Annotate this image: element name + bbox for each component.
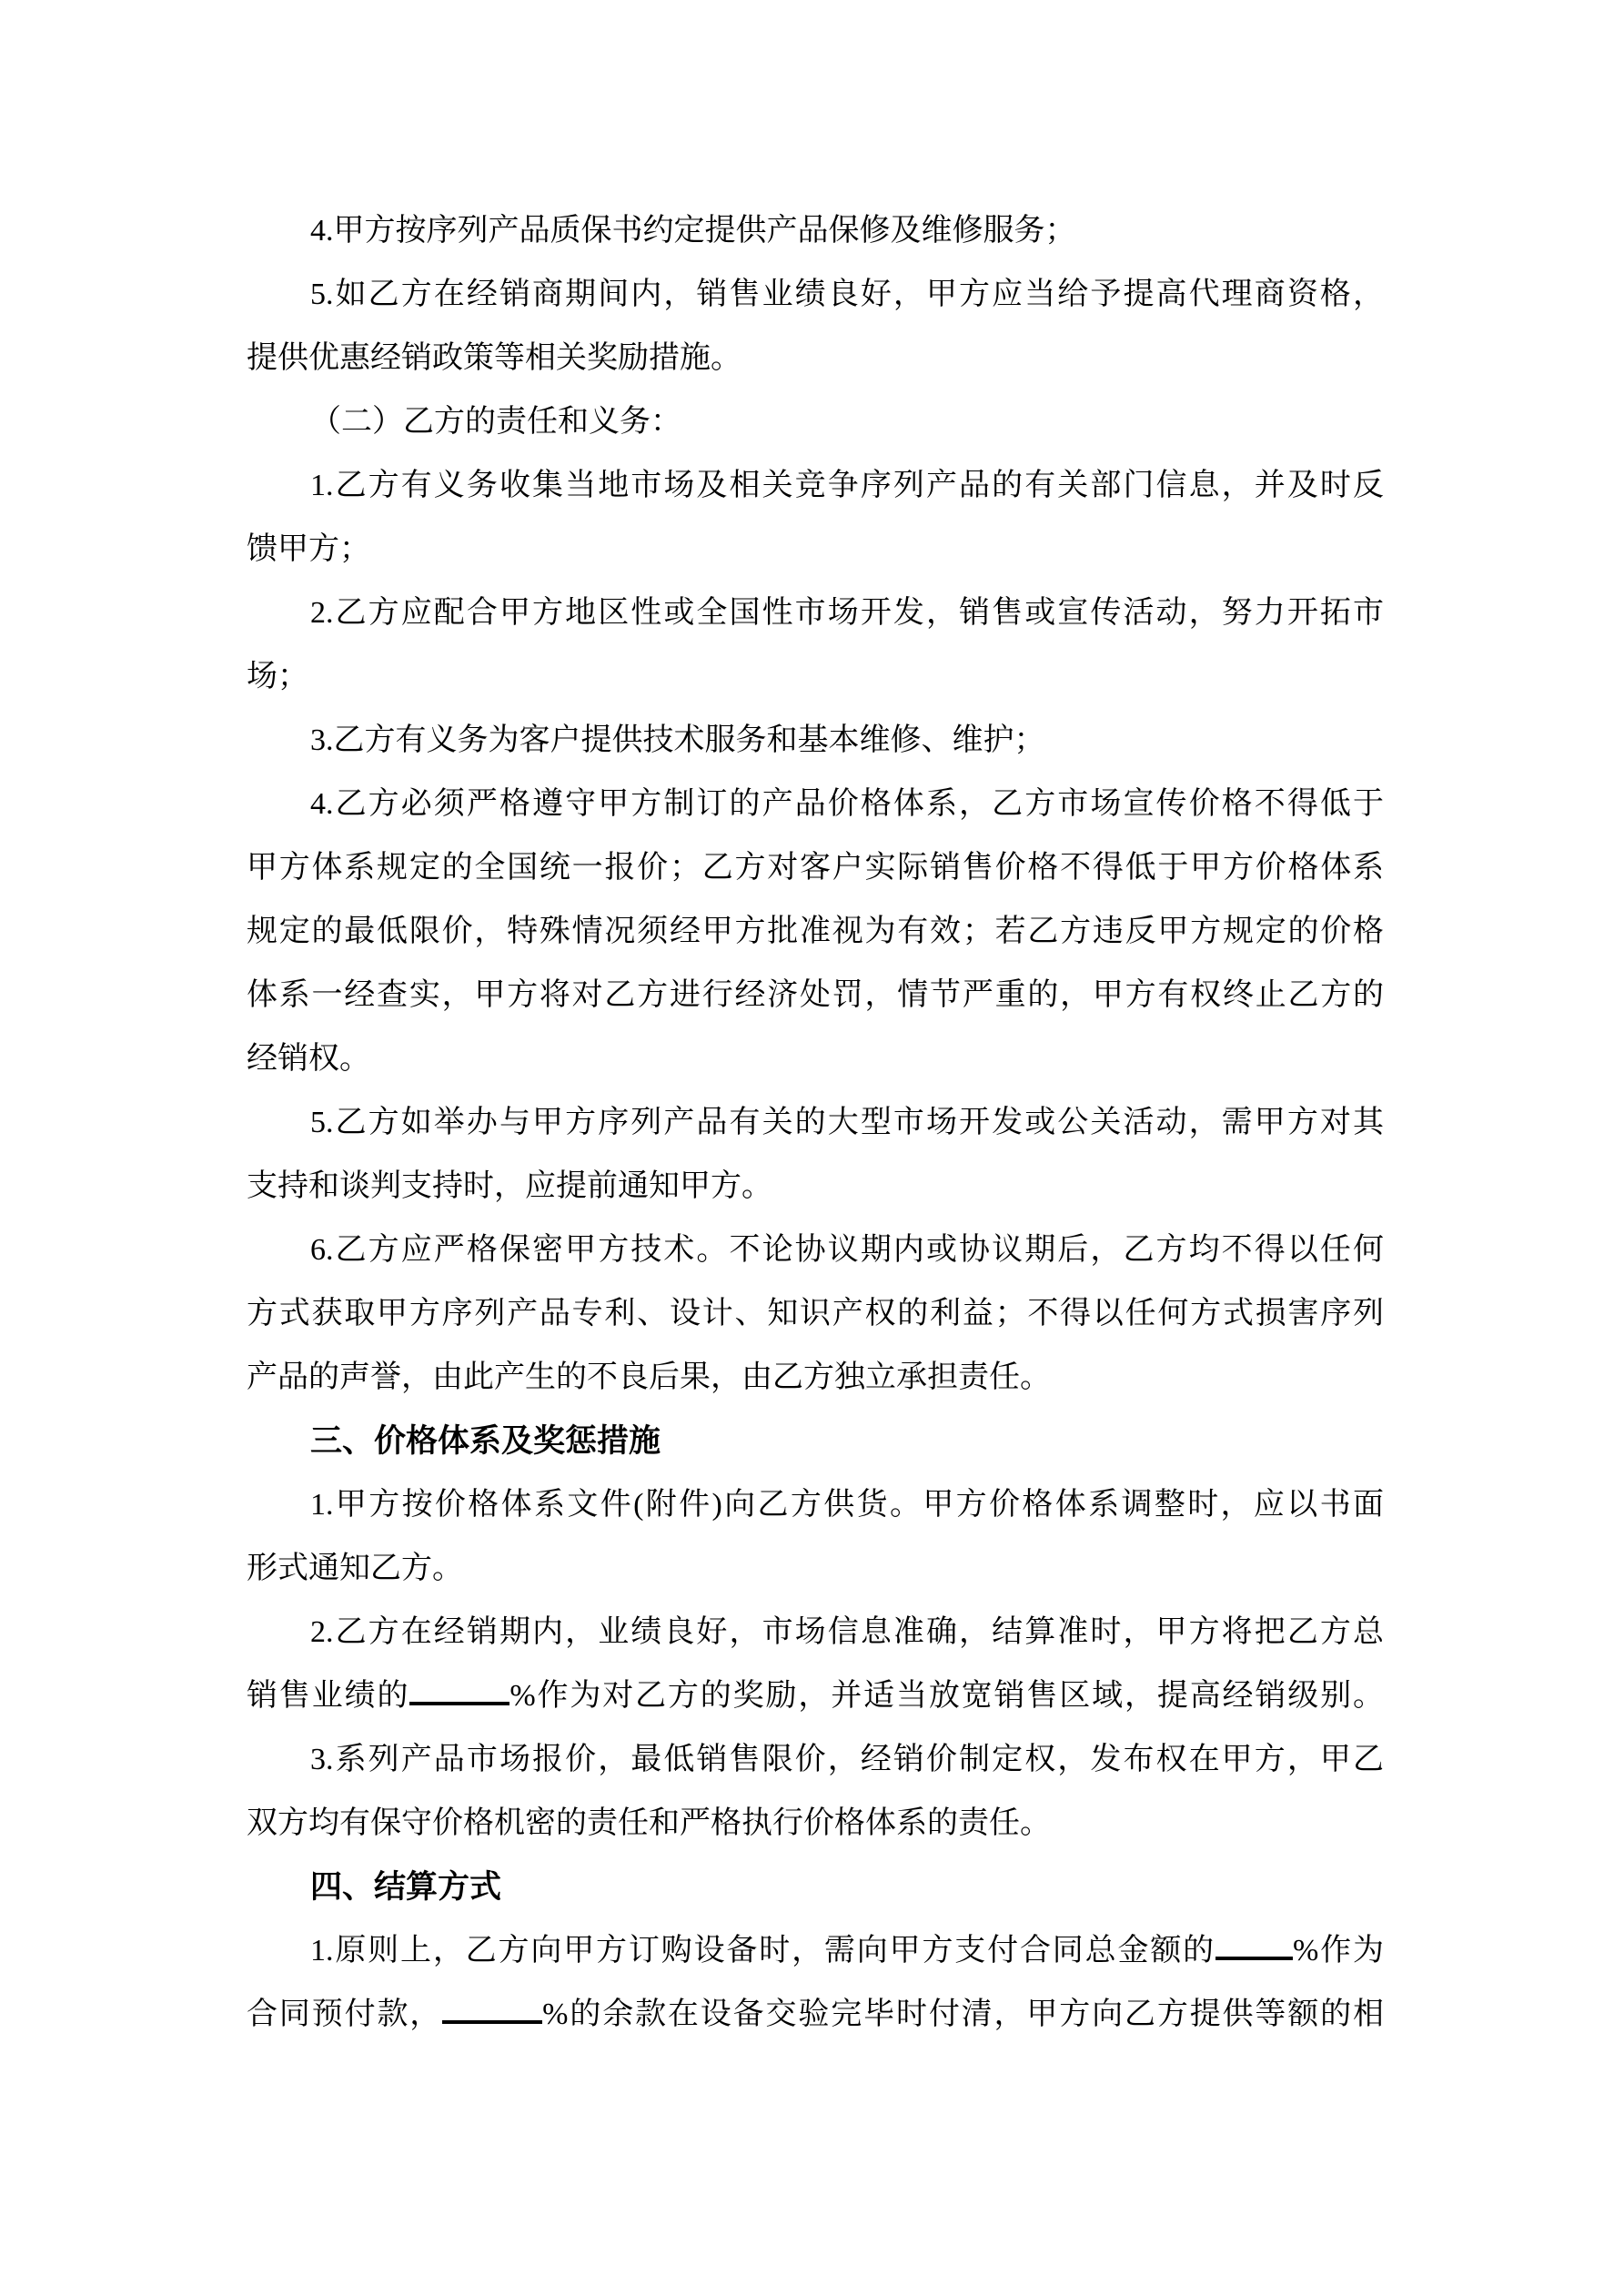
text-line: [247, 1282, 1384, 1346]
text-segment: 1.乙方有义务收集当地市场及相关竞争序列产品的有关部门信息，并及时反: [310, 469, 1384, 502]
blank-underline: [409, 1700, 509, 1705]
text-line: [247, 900, 1384, 964]
text-segment: 销售业绩的: [247, 1679, 410, 1713]
text-line: [247, 773, 1384, 836]
text-segment: 合同预付款，: [247, 1998, 443, 2031]
text-segment: 3.系列产品市场报价，最低销售限价，经销价制定权，发布权在甲方，甲乙: [310, 1743, 1384, 1776]
text-segment: 四、结算方式: [310, 1869, 502, 1905]
text-line: [247, 1346, 1384, 1410]
text-segment: 场；: [247, 660, 308, 693]
text-segment: （二）乙方的责任和义务：: [310, 405, 681, 439]
text-line: [247, 1537, 1384, 1601]
text-line: [247, 199, 1384, 263]
text-line: [247, 1219, 1384, 1282]
text-line: [247, 1983, 1384, 2047]
text-segment: 6.乙方应严格保密甲方技术。不论协议期内或协议期后，乙方均不得以任何: [310, 1233, 1384, 1267]
text-line: [247, 709, 1384, 773]
text-line: [247, 454, 1384, 518]
text-segment: 支持和谈判支持时，应提前通知甲方。: [247, 1169, 772, 1203]
text-line: [247, 582, 1384, 645]
text-segment: 甲方体系规定的全国统一报价；乙方对客户实际销售价格不得低于甲方价格体系: [247, 851, 1384, 885]
blank-underline: [1215, 1955, 1293, 1960]
text-line: [247, 518, 1384, 582]
text-segment: 三、价格体系及奖惩措施: [310, 1423, 661, 1459]
text-segment: 2.乙方在经销期内，业绩良好，市场信息准确，结算准时，甲方将把乙方总: [310, 1615, 1384, 1649]
blank-underline: [442, 2018, 542, 2024]
text-segment: 体系一经查实，甲方将对乙方进行经济处罚，情节严重的，甲方有权终止乙方的: [247, 978, 1384, 1012]
section-heading: [247, 1410, 1384, 1473]
text-segment: 1.原则上，乙方向甲方订购设备时，需向甲方支付合同总金额的: [310, 1934, 1215, 1967]
text-segment: 经销权。: [247, 1042, 370, 1076]
text-segment: 双方均有保守价格机密的责任和严格执行价格体系的责任。: [247, 1806, 1051, 1840]
text-line: [247, 390, 1384, 454]
text-line: [247, 1664, 1384, 1728]
text-line: [247, 1919, 1384, 1983]
text-segment: 3.乙方有义务为客户提供技术服务和基本维修、维护；: [310, 723, 1045, 757]
text-segment: 5.如乙方在经销商期间内，销售业绩良好，甲方应当给予提高代理商资格，: [310, 278, 1384, 311]
text-segment: 5.乙方如举办与甲方序列产品有关的大型市场开发或公关活动，需甲方对其: [310, 1106, 1384, 1139]
text-segment: %作为对乙方的奖励，并适当放宽销售区域，提高经销级别。: [509, 1679, 1385, 1713]
text-segment: 4.甲方按序列产品质保书约定提供产品保修及维修服务；: [310, 214, 1076, 248]
text-line: [247, 1792, 1384, 1856]
text-segment: %作为: [1293, 1934, 1385, 1967]
text-segment: 规定的最低限价，特殊情况须经甲方批准视为有效；若乙方违反甲方规定的价格: [247, 915, 1384, 948]
text-line: [247, 1155, 1384, 1219]
text-line: [247, 263, 1384, 327]
text-line: [247, 1091, 1384, 1155]
text-segment: 提供优惠经销政策等相关奖励措施。: [247, 341, 741, 375]
text-line: [247, 1728, 1384, 1792]
text-line: [247, 645, 1384, 709]
text-line: [247, 964, 1384, 1027]
text-segment: 2.乙方应配合甲方地区性或全国性市场开发，销售或宣传活动，努力开拓市: [310, 596, 1384, 630]
text-line: [247, 1473, 1384, 1537]
text-line: [247, 836, 1384, 900]
text-segment: %的余款在设备交验完毕时付清，甲方向乙方提供等额的相: [542, 1998, 1385, 2031]
text-segment: 方式获取甲方序列产品专利、设计、知识产权的利益；不得以任何方式损害序列: [247, 1297, 1384, 1330]
text-line: [247, 327, 1384, 390]
text-segment: 馈甲方；: [247, 532, 370, 566]
text-line: [247, 1027, 1384, 1091]
contract-body: [247, 199, 1384, 2047]
section-heading: [247, 1856, 1384, 1919]
text-line: [247, 1601, 1384, 1664]
text-segment: 4.乙方必须严格遵守甲方制订的产品价格体系，乙方市场宣传价格不得低于: [310, 787, 1384, 821]
text-segment: 产品的声誉，由此产生的不良后果，由乙方独立承担责任。: [247, 1360, 1051, 1394]
text-segment: 形式通知乙方。: [247, 1552, 463, 1585]
text-segment: 1.甲方按价格体系文件(附件)向乙方供货。甲方价格体系调整时，应以书面: [310, 1488, 1384, 1522]
